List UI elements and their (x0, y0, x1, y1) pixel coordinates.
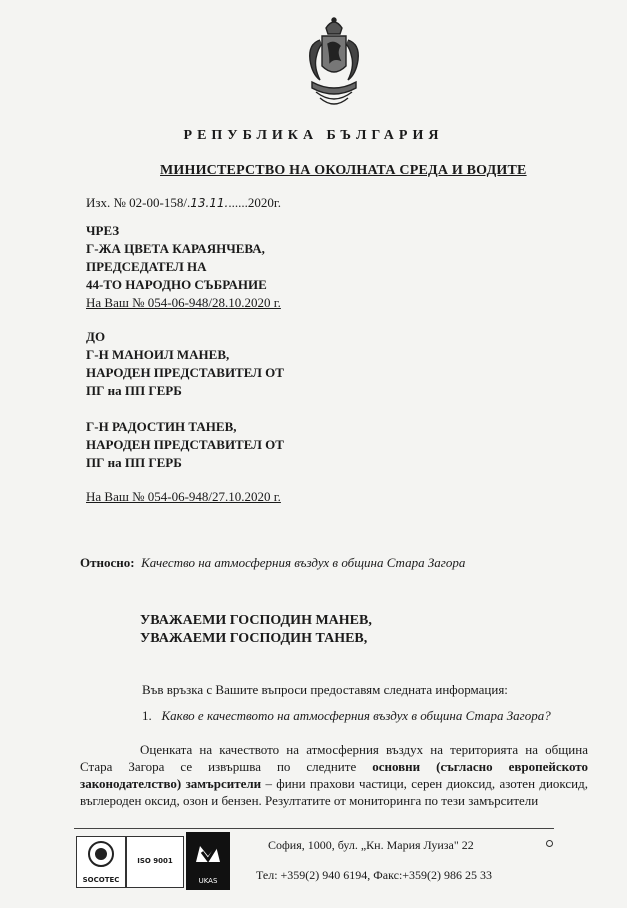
footer-address: София, 1000, бул. „Кн. Мария Луиза" 22 (268, 838, 474, 852)
circle-mark-icon (546, 840, 553, 847)
recipient-line: НАРОДЕН ПРЕДСТАВИТЕЛ ОТ (86, 365, 284, 380)
reg-handwritten-date: 13.11. (190, 196, 229, 210)
via-line: Г-ЖА ЦВЕТА КАРАЯНЧЕВА, (86, 241, 265, 256)
question-text: Какво е качеството на атмосферния въздух в община Стара Загора? (161, 708, 551, 723)
greeting-line: УВАЖАЕМИ ГОСПОДИН ТАНЕВ, (140, 631, 368, 646)
via-reference: На Ваш № 054-06-948/28.10.2020 г. (86, 295, 281, 310)
via-block (86, 222, 267, 294)
ukas-logo-text: UKAS (198, 877, 218, 885)
registration-number (86, 195, 281, 211)
greeting (140, 612, 372, 648)
footer-divider (74, 828, 554, 829)
via-line: ПРЕДСЕДАТЕЛ НА (86, 259, 207, 274)
subject-text: Качество на атмосферния въздух в община Стара Загора (141, 555, 466, 570)
recipient-block-1 (86, 328, 284, 400)
paragraph-part-2: – фини прахови частици, серен диоксид, азотен диоксид, въглероден оксид, озон и бензен. Резултатите от мониторинга по тези замърсители (80, 776, 588, 808)
iso-logo (126, 836, 184, 888)
reg-prefix: Изх. № 02-00-158/. (86, 195, 191, 210)
footer-phone: Тел: +359(2) 940 6194, Факс:+359(2) 986 25 33 (256, 868, 493, 882)
subject-label: Относно: (80, 555, 135, 570)
recipient-line: Г-Н РАДОСТИН ТАНЕВ, (86, 419, 237, 434)
coat-of-arms-icon (300, 14, 368, 114)
recipient-line: ПГ на ПП ГЕРБ (86, 383, 182, 398)
question-1 (142, 708, 551, 724)
iso-logo-text: ISO 9001 (137, 857, 173, 865)
recipient-reference: На Ваш № 054-06-948/27.10.2020 г. (86, 489, 281, 504)
republic-heading: РЕПУБЛИКА БЪЛГАРИЯ (183, 128, 444, 143)
intro-text: Във връзка с Вашите въпроси предоставям следната информация: (142, 682, 508, 697)
socotec-logo (76, 836, 126, 888)
recipient-line: Г-Н МАНОИЛ МАНЕВ, (86, 347, 230, 362)
recipient-line: ДО (86, 329, 106, 344)
recipient-line: ПГ на ПП ГЕРБ (86, 455, 182, 470)
ministry-heading: МИНИСТЕРСТВО НА ОКОЛНАТА СРЕДА И ВОДИТЕ (160, 163, 527, 178)
socotec-logo-text: SOCOTEC (82, 876, 120, 884)
paragraph-bold: основни (съгласно европейското законодателство) замърсители (80, 759, 588, 791)
ukas-crown-icon (186, 832, 230, 872)
via-line: 44-ТО НАРОДНО СЪБРАНИЕ (86, 277, 267, 292)
body-paragraph (80, 741, 588, 809)
recipient-block-2 (86, 418, 284, 472)
socotec-logo-icon (77, 837, 125, 871)
ukas-logo (186, 832, 230, 890)
via-line: ЧРЕЗ (86, 223, 120, 238)
greeting-line: УВАЖАЕМИ ГОСПОДИН МАНЕВ, (140, 613, 372, 628)
subject-line (80, 555, 465, 571)
recipient-line: НАРОДЕН ПРЕДСТАВИТЕЛ ОТ (86, 437, 284, 452)
question-number: 1. (142, 708, 152, 723)
reg-suffix: ......2020г. (228, 195, 281, 210)
paragraph-part-1: Оценката на качеството на атмосферния въздух на територията на община Стара Загора се извършва по следните (80, 742, 588, 774)
